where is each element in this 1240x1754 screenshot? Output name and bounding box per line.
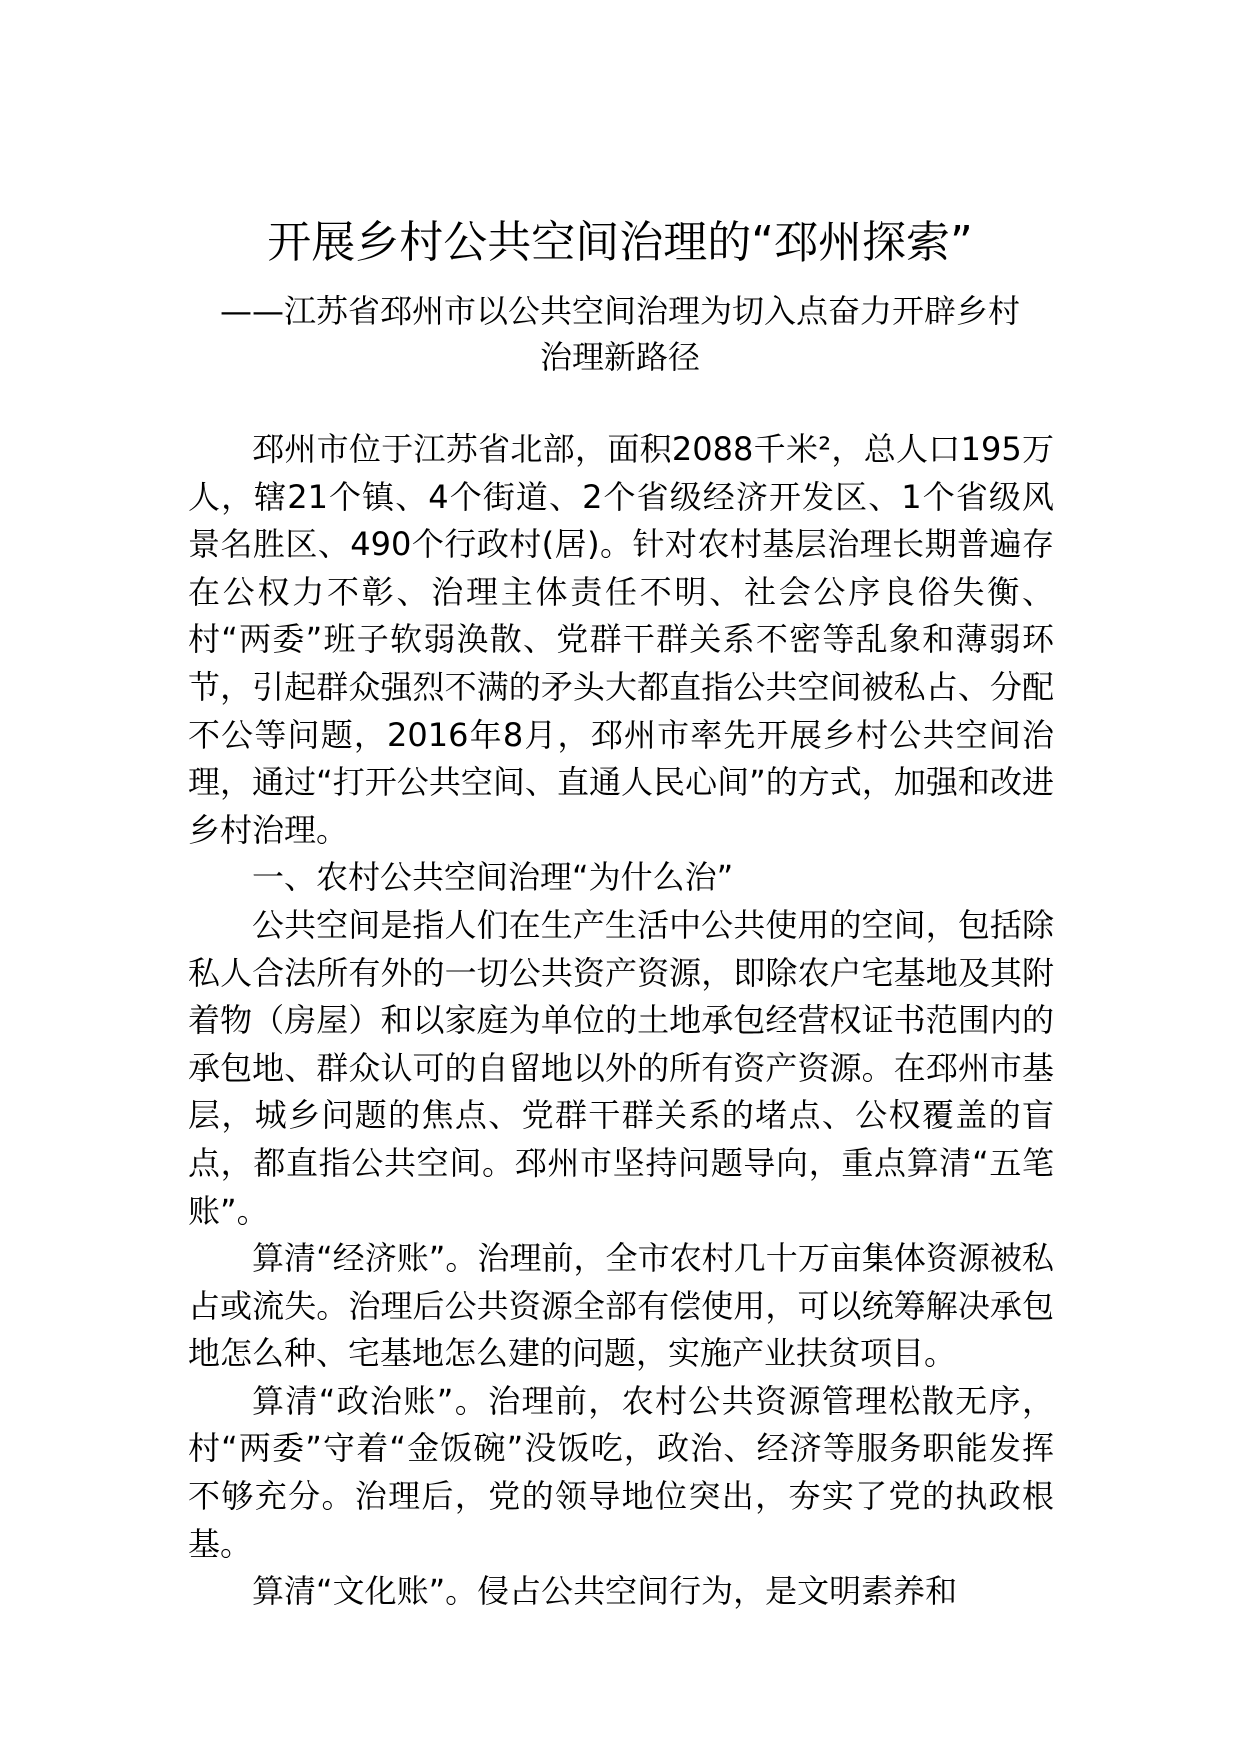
paragraph-economic-account: 算清“经济账”。治理前，全市农村几十万亩集体资源被私占或流失。治理后公共资源全部有偿使用，可以统筹解决承包地怎么种、宅基地怎么建的问题，实施产业扶贫项目。: [188, 1239, 1054, 1373]
paragraph-political-account: 算清“政治账”。治理前，农村公共资源管理松散无序，村“两委”守着“金饭碗”没饭吃，政治、经济等服务职能发挥不够充分。治理后，党的领导地位突出，夯实了党的执政根基。: [188, 1381, 1054, 1563]
subtitle-line-2: 治理新路径: [539, 338, 700, 376]
paragraph-public-space: 公共空间是指人们在生产生活中公共使用的空间，包括除私人合法所有外的一切公共资产资源，即除农户宅基地及其附着物（房屋）和以家庭为单位的土地承包经营权证书范围内的承包地、群众认可的自留地以外的所有资产资源。在邳州市基层，城乡问题的焦点、党群干群关系的堵点、公权覆盖的盲点，都直指公共空间。邳州市坚持问题导向，重点算清“五笔账”。: [188, 905, 1054, 1230]
document-body: [188, 426, 1054, 1616]
paragraph-cultural-account: 算清“文化账”。侵占公共空间行为，是文明素养和: [252, 1572, 958, 1611]
paragraph-intro: 邳州市位于江苏省北部，面积2088千米²，总人口195万人，辖21个镇、4个街道、2个省级经济开发区、1个省级风景名胜区、490个行政村(居)。针对农村基层治理长期普遍存在公权力不彰、治理主体责任不明、社会公序良俗失衡、村“两委”班子软弱涣散、党群干群关系不密等乱象和薄弱环节，引起群众强烈不满的矛头大都直指公共空间被私占、分配不公等问题，2016年8月，邳州市率先开展乡村公共空间治理，通过“打开公共空间、直通人民心间”的方式，加强和改进乡村治理。: [188, 430, 1054, 849]
subtitle-line-1: ——江苏省邳州市以公共空间治理为切入点奋力开辟乡村: [219, 292, 1020, 330]
document-title: 开展乡村公共空间治理的“邳州探索”: [267, 217, 973, 268]
section-heading-1: 一、农村公共空间治理“为什么治”: [252, 858, 734, 897]
document-subtitle: [190, 288, 1050, 380]
